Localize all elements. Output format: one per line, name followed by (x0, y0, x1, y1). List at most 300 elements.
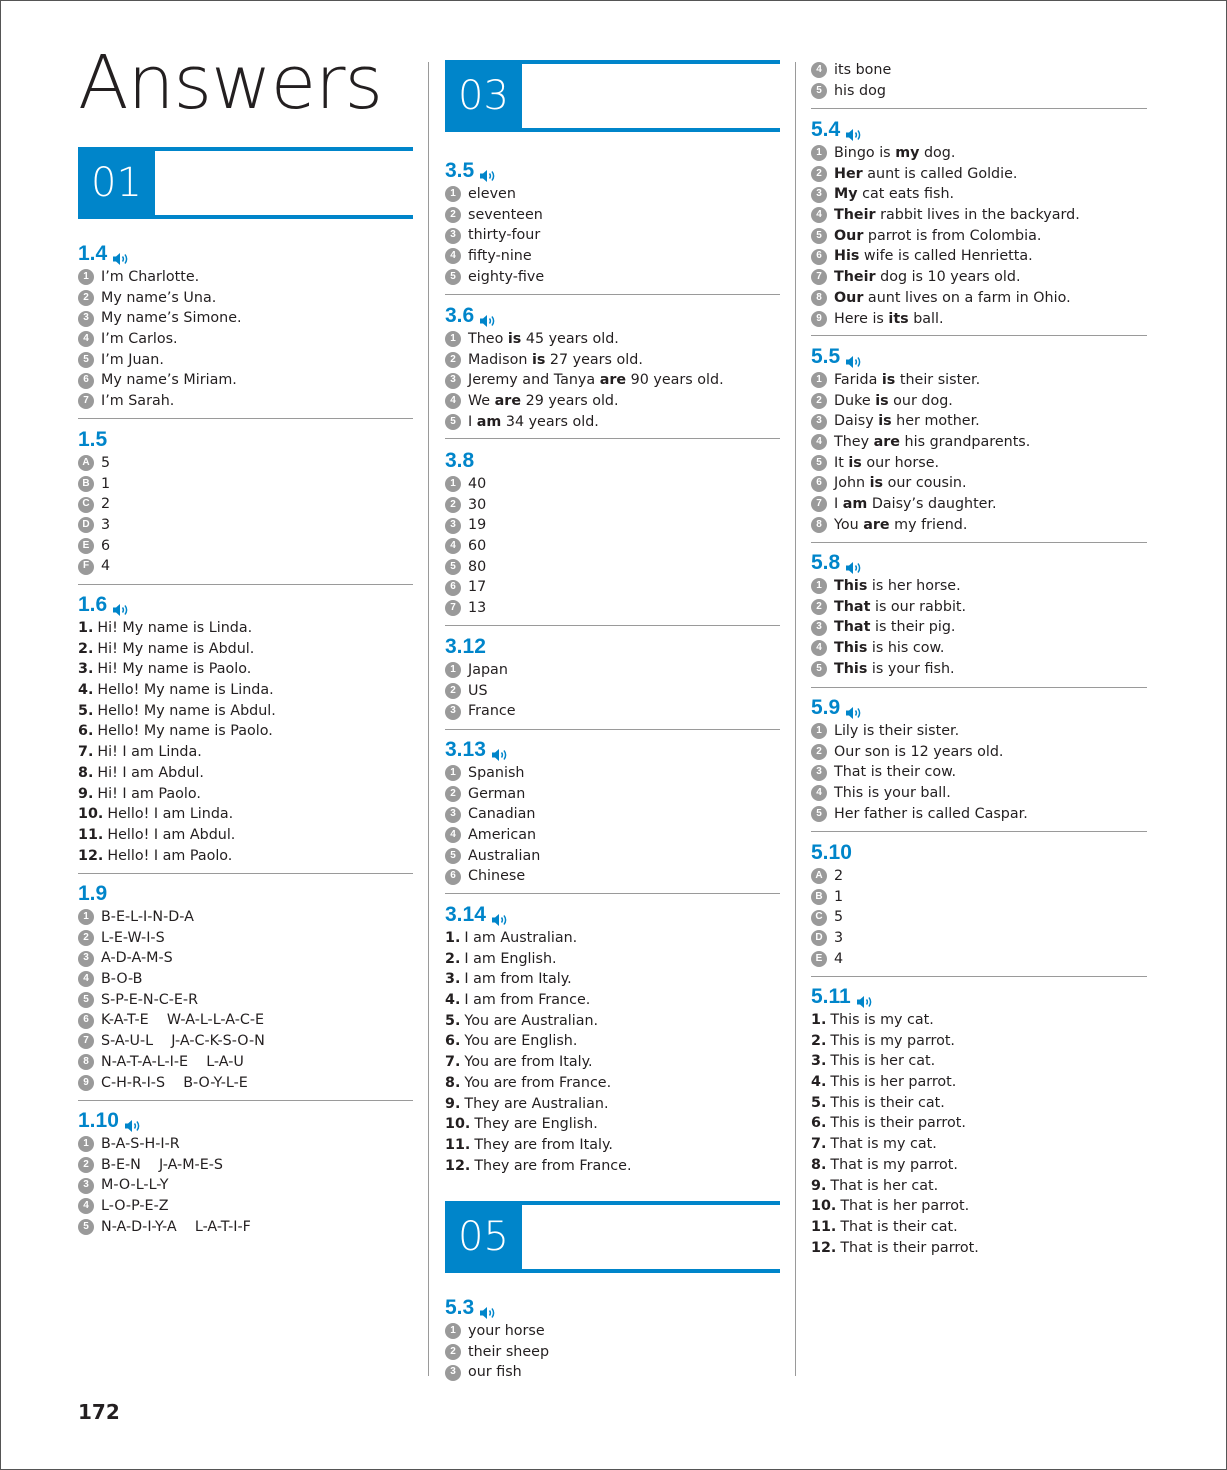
answer-text: your horse (468, 1323, 545, 1339)
divider (445, 625, 780, 626)
answer-text: aunt is called Goldie. (862, 165, 1018, 182)
answer-item (811, 783, 1147, 804)
audio-speaker-icon[interactable] (845, 123, 863, 137)
answer-text: Hello! I am Linda. (107, 806, 234, 823)
section-heading (811, 117, 1147, 143)
answer-item (811, 721, 1147, 742)
answer-item (445, 474, 780, 495)
answer-text: dog. (919, 145, 956, 161)
audio-speaker-icon[interactable] (479, 164, 497, 178)
answer-text: parrot is from Colombia. (863, 227, 1042, 244)
answer-item (811, 1155, 1147, 1176)
answer-text: his dog (834, 82, 886, 99)
answer-item (811, 473, 1147, 494)
answer-item (811, 1134, 1147, 1155)
section-number: 1.5 (78, 428, 108, 451)
item-number-badge: F (78, 559, 94, 575)
answer-text: I (834, 496, 843, 513)
audio-speaker-icon[interactable] (845, 556, 863, 570)
unit-number: 03 (445, 60, 522, 132)
answer-text: They are from France. (474, 1157, 632, 1174)
answer-item (445, 412, 780, 433)
answer-text: ball. (908, 310, 944, 327)
item-number-badge: B (811, 889, 827, 905)
answer-item (78, 680, 413, 701)
audio-speaker-icon[interactable] (124, 1114, 142, 1128)
item-number-badge: 6 (811, 249, 827, 265)
answer-text: our fish (468, 1364, 522, 1381)
answer-section (445, 634, 780, 722)
answer-item (78, 474, 413, 495)
answer-item (811, 515, 1147, 536)
answer-item (445, 1135, 780, 1156)
answer-item (445, 598, 780, 619)
answer-item (78, 1155, 413, 1176)
answer-text: Hi! I am Paolo. (97, 785, 201, 802)
section-number: 1.6 (78, 593, 108, 616)
item-number: 7. (445, 1054, 461, 1071)
answer-text: You are from France. (464, 1074, 612, 1091)
answer-text: Hi! My name is Linda. (97, 620, 253, 636)
answer-text: B-E-N J-A-M-E-S (101, 1156, 223, 1173)
item-number-badge: A (811, 868, 827, 884)
answer-text: I am Australian. (464, 930, 578, 946)
answer-text: 5 (101, 455, 111, 471)
answer-text: Hello! I am Paolo. (107, 847, 233, 864)
item-number-badge: C (78, 497, 94, 513)
item-number-badge: 5 (78, 1219, 94, 1235)
audio-speaker-icon[interactable] (491, 743, 509, 757)
section-number: 3.6 (445, 304, 475, 327)
answer-item (811, 370, 1147, 391)
answer-text: is our rabbit. (870, 598, 967, 615)
item-number-badge: 5 (445, 848, 461, 864)
item-number-badge: 4 (445, 248, 461, 264)
audio-speaker-icon[interactable] (112, 598, 130, 612)
audio-speaker-icon[interactable] (479, 1301, 497, 1315)
item-number: 9. (445, 1095, 461, 1112)
section-heading (811, 695, 1147, 721)
audio-speaker-icon[interactable] (845, 701, 863, 715)
answer-text: thirty-four (468, 227, 541, 244)
divider (78, 873, 413, 874)
item-number-badge: 3 (811, 620, 827, 636)
divider (78, 584, 413, 585)
item-number-badge: 2 (811, 744, 827, 760)
answer-item (445, 1156, 780, 1177)
answer-item (445, 1031, 780, 1052)
divider (445, 294, 780, 295)
answer-item (445, 536, 780, 557)
answer-item (811, 1113, 1147, 1134)
item-number-badge: C (811, 910, 827, 926)
answer-item (445, 660, 780, 681)
answer-text: dog is 10 years old. (875, 269, 1021, 286)
answer-item (78, 494, 413, 515)
answer-item (811, 453, 1147, 474)
item-number-badge: 5 (811, 83, 827, 99)
answer-section (811, 60, 1147, 101)
answer-item (445, 370, 780, 391)
answer-text: 17 (468, 579, 487, 596)
section-number: 5.10 (811, 841, 852, 864)
answer-text: N-A-T-A-L-I-E L-A-U (101, 1053, 244, 1070)
answer-text: 3 (834, 930, 844, 947)
section-heading (445, 737, 780, 763)
item-number: 5. (78, 702, 94, 719)
answer-text: That is my parrot. (830, 1156, 958, 1173)
answer-text: her mother. (891, 413, 980, 430)
answer-text: their sister. (895, 372, 981, 388)
item-number-badge: 1 (445, 476, 461, 492)
item-number-badge: 4 (78, 971, 94, 987)
item-number-badge: 5 (445, 269, 461, 285)
answer-key-word: This (834, 660, 868, 677)
answer-section (78, 592, 413, 866)
answer-text: Daisy’s daughter. (867, 496, 997, 513)
divider (445, 893, 780, 894)
answer-item (78, 1031, 413, 1052)
answer-text: is his cow. (867, 640, 945, 657)
item-number-badge: 9 (78, 1075, 94, 1091)
answer-key-word: Our (834, 289, 864, 306)
answer-text: They (834, 434, 874, 451)
item-number: 11. (445, 1136, 471, 1153)
item-number-badge: 5 (811, 228, 827, 244)
answer-text: 29 years old. (521, 393, 619, 410)
item-number-badge: 5 (811, 661, 827, 677)
item-number-badge: 5 (445, 414, 461, 430)
answer-item (445, 246, 780, 267)
answer-text: aunt lives on a farm in Ohio. (863, 289, 1071, 306)
answer-text: That is their parrot. (840, 1239, 979, 1256)
item-number-badge: 2 (811, 393, 827, 409)
answer-key-word: are (599, 372, 627, 389)
answer-item (445, 949, 780, 970)
audio-speaker-icon[interactable] (112, 247, 130, 261)
section-number: 5.5 (811, 345, 841, 368)
answer-item (445, 784, 780, 805)
item-number: 4. (811, 1074, 827, 1091)
item-number: 7. (811, 1136, 827, 1153)
item-number-badge: 3 (445, 704, 461, 720)
answer-key-word: is (881, 372, 896, 388)
item-number-badge: 4 (811, 434, 827, 450)
item-number: 5. (811, 1094, 827, 1111)
answer-text: My name’s Una. (101, 289, 217, 306)
answer-text: Here is (834, 310, 889, 327)
section-number: 5.11 (811, 985, 851, 1008)
section-heading (78, 881, 413, 907)
section-heading (445, 1295, 780, 1321)
item-number-badge: 5 (78, 992, 94, 1008)
item-number: 6. (811, 1115, 827, 1132)
item-number-badge: 4 (811, 62, 827, 78)
item-number-badge: 3 (78, 311, 94, 327)
audio-speaker-icon[interactable] (845, 350, 863, 364)
item-number: 1. (78, 620, 94, 636)
answer-item (811, 1093, 1147, 1114)
answer-item (445, 515, 780, 536)
answer-item (445, 1342, 780, 1363)
divider (445, 729, 780, 730)
answer-key-word: This (834, 640, 868, 657)
answer-item (78, 329, 413, 350)
audio-speaker-icon[interactable] (491, 908, 509, 922)
answer-key-word: its (888, 310, 909, 327)
item-number: 4. (78, 682, 94, 699)
answer-item (811, 762, 1147, 783)
answer-item (811, 205, 1147, 226)
item-number-badge: 8 (78, 1054, 94, 1070)
answer-text: our horse. (861, 454, 940, 471)
answer-text: 90 years old. (626, 372, 724, 389)
divider (811, 335, 1147, 336)
answer-text: Madison (468, 351, 532, 368)
item-number: 3. (445, 971, 461, 988)
answer-item (811, 1051, 1147, 1072)
item-number: 10. (78, 806, 104, 823)
answer-text: 1 (834, 888, 844, 905)
answer-section (78, 427, 413, 577)
answer-text: I am from Italy. (464, 971, 572, 988)
item-number-badge: 7 (811, 496, 827, 512)
answer-item (445, 1073, 780, 1094)
answer-item (445, 681, 780, 702)
answer-text: is your fish. (867, 660, 955, 677)
answer-section (445, 303, 780, 432)
answer-item (78, 1134, 413, 1155)
answer-text: Australian (468, 847, 541, 864)
answer-text: This is their cat. (830, 1094, 945, 1111)
answer-item (811, 246, 1147, 267)
answer-text: Hello! I am Abdul. (107, 826, 236, 843)
answer-text: You are English. (464, 1033, 578, 1050)
answer-item (445, 184, 780, 205)
audio-speaker-icon[interactable] (856, 990, 874, 1004)
answer-item (811, 887, 1147, 908)
section-heading (78, 592, 413, 618)
item-number-badge: 7 (445, 600, 461, 616)
item-number-badge: 3 (811, 414, 827, 430)
answer-section (445, 158, 780, 287)
answer-key-word: are (863, 516, 890, 533)
section-heading (445, 158, 780, 184)
item-number: 3. (78, 661, 94, 678)
audio-speaker-icon[interactable] (479, 309, 497, 323)
answer-item (445, 1362, 780, 1383)
item-number-badge: 4 (811, 640, 827, 656)
answer-text: seventeen (468, 206, 543, 223)
answer-item (445, 1094, 780, 1115)
answer-item (78, 1052, 413, 1073)
answer-item (78, 267, 413, 288)
column-divider (795, 62, 796, 1376)
item-number-badge: 5 (78, 352, 94, 368)
answer-text: American (468, 827, 537, 844)
item-number-badge: D (811, 930, 827, 946)
item-number-badge: 9 (811, 311, 827, 327)
answer-key-word: is (507, 331, 522, 347)
item-number: 11. (811, 1218, 837, 1235)
item-number-badge: 3 (445, 807, 461, 823)
answer-text: John (834, 475, 870, 492)
item-number: 6. (445, 1033, 461, 1050)
answer-item (811, 411, 1147, 432)
answer-item (445, 701, 780, 722)
item-number-badge: 2 (78, 930, 94, 946)
answer-item (445, 825, 780, 846)
answer-text: A-D-A-M-S (101, 950, 173, 967)
answer-text: That is their cat. (840, 1218, 958, 1235)
answer-text: Our son is 12 years old. (834, 743, 1004, 760)
item-number-badge: E (811, 951, 827, 967)
answer-item (811, 907, 1147, 928)
answer-text: its bone (834, 62, 892, 78)
answer-section (445, 448, 780, 619)
item-number-badge: 1 (445, 186, 461, 202)
item-number-badge: A (78, 455, 94, 471)
answer-section (78, 241, 413, 412)
answer-text: 4 (101, 558, 111, 575)
answer-item (445, 1011, 780, 1032)
answer-item (811, 576, 1147, 597)
answer-item (811, 309, 1147, 330)
answer-text: That is her parrot. (840, 1198, 970, 1215)
item-number-badge: 3 (445, 228, 461, 244)
answer-item (445, 225, 780, 246)
section-number: 5.4 (811, 118, 841, 141)
answer-item (78, 350, 413, 371)
answer-text: Hi! I am Linda. (97, 744, 202, 761)
answer-item (811, 804, 1147, 825)
answer-key-word: is (878, 413, 892, 430)
answer-text: I’m Charlotte. (101, 269, 200, 285)
section-number: 3.14 (445, 903, 486, 926)
answer-item (811, 60, 1147, 81)
answer-text: This is your ball. (834, 785, 951, 802)
item-number-badge: 3 (445, 373, 461, 389)
answer-item (811, 928, 1147, 949)
item-number: 9. (811, 1177, 827, 1194)
answer-item (78, 288, 413, 309)
answer-text: B-A-S-H-I-R (101, 1136, 180, 1152)
answer-item (445, 1114, 780, 1135)
answer-item (78, 825, 413, 846)
page-number: 172 (78, 1400, 120, 1424)
answer-section (78, 881, 413, 1093)
item-number: 8. (78, 764, 94, 781)
item-number-badge: 1 (811, 372, 827, 388)
unit-number: 05 (445, 1201, 522, 1273)
answer-item (78, 928, 413, 949)
answer-item (445, 866, 780, 887)
answer-section (811, 840, 1147, 969)
answer-text: eleven (468, 186, 516, 202)
item-number-badge: 4 (78, 1198, 94, 1214)
section-number: 3.12 (445, 635, 486, 658)
section-number: 3.5 (445, 159, 475, 182)
answer-item (78, 784, 413, 805)
answer-item (78, 742, 413, 763)
answer-item (811, 638, 1147, 659)
answer-text: That is their cow. (834, 764, 957, 781)
answer-item (78, 1010, 413, 1031)
answer-key-word: My (834, 186, 858, 203)
item-number-badge: 3 (445, 518, 461, 534)
item-number: 1. (445, 930, 461, 946)
unit-01-banner (78, 147, 413, 219)
item-number-badge: E (78, 538, 94, 554)
answer-text: cat eats fish. (857, 186, 955, 203)
answer-section (78, 1108, 413, 1237)
divider (78, 1100, 413, 1101)
answer-item (445, 557, 780, 578)
answer-text: Duke (834, 392, 876, 409)
section-number: 5.8 (811, 551, 841, 574)
item-number-badge: 6 (78, 373, 94, 389)
divider (811, 687, 1147, 688)
section-number: 3.13 (445, 738, 486, 761)
answer-item (78, 515, 413, 536)
answer-item (811, 1176, 1147, 1197)
answer-item (445, 928, 780, 949)
section-heading (445, 303, 780, 329)
answer-text: 30 (468, 496, 487, 513)
divider (811, 108, 1147, 109)
answer-item (811, 866, 1147, 887)
answer-item (445, 205, 780, 226)
answer-text: Bingo is (834, 145, 896, 161)
item-number: 12. (445, 1157, 471, 1174)
item-number-badge: 3 (811, 187, 827, 203)
answer-text: Hi! My name is Paolo. (97, 661, 252, 678)
answer-text: Hi! My name is Abdul. (97, 640, 255, 657)
item-number-badge: 1 (445, 331, 461, 347)
answer-item (78, 391, 413, 412)
item-number: 10. (445, 1116, 471, 1133)
answer-text: Farida (834, 372, 882, 388)
answer-key-word: Their (834, 207, 876, 224)
section-number: 1.10 (78, 1109, 119, 1132)
unit-03-banner (445, 60, 780, 132)
answer-text: L-E-W-I-S (101, 929, 165, 946)
answer-text: 4 (834, 950, 844, 967)
answer-text: rabbit lives in the backyard. (875, 207, 1080, 224)
answer-section (445, 737, 780, 887)
answer-item (811, 949, 1147, 970)
answer-item (811, 391, 1147, 412)
section-heading (78, 241, 413, 267)
item-number-badge: 1 (811, 723, 827, 739)
item-number: 12. (811, 1239, 837, 1256)
item-number-badge: 1 (445, 662, 461, 678)
answer-text: their sheep (468, 1343, 550, 1360)
item-number-badge: 4 (445, 827, 461, 843)
section-heading (78, 427, 413, 453)
answer-text: They are from Italy. (474, 1136, 613, 1153)
answer-section (445, 902, 780, 1176)
item-number: 1. (811, 1012, 827, 1028)
item-number-badge: B (78, 476, 94, 492)
answer-text: I’m Carlos. (101, 331, 178, 348)
item-number-badge: 2 (811, 166, 827, 182)
answer-text: That is my cat. (830, 1136, 937, 1153)
section-number: 5.3 (445, 1296, 475, 1319)
answer-text: 1 (101, 475, 111, 492)
answer-item (445, 990, 780, 1011)
answer-text: fifty-nine (468, 248, 532, 265)
